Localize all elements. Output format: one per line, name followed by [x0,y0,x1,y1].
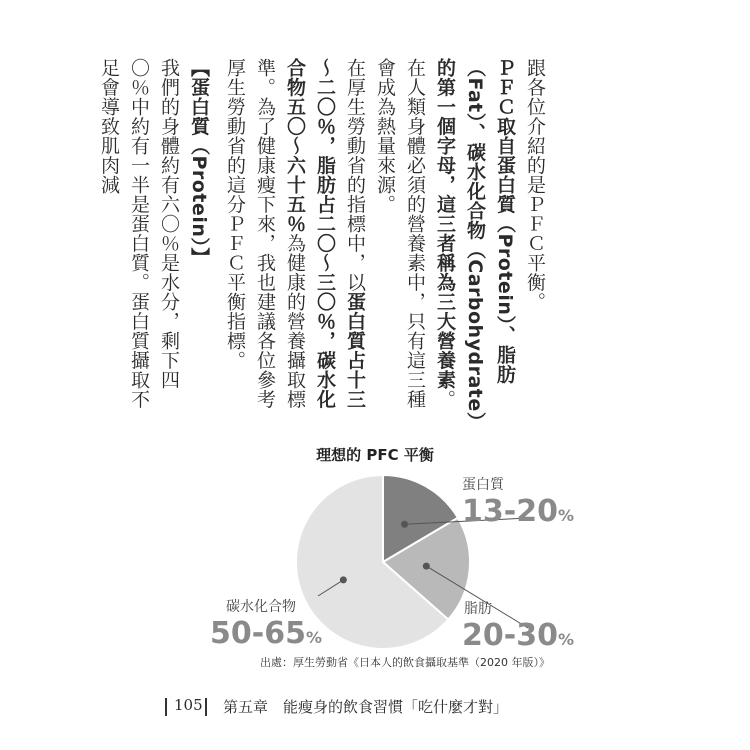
page-number: 105 [174,696,203,714]
carbohydrate-name: 碳水化合物 [226,599,296,615]
divider-right [205,698,207,716]
divider-left [165,698,167,716]
guideline-text-a: 在厚生勞動省的指標中，以 [344,58,366,292]
label-fat [462,598,574,653]
guideline-bold-text: 蛋白質占十三～二〇％，脂肪占二〇～三〇％，碳水化合物五〇～六十五％ [284,58,366,409]
carbohydrate-value: 50-65% [210,616,322,651]
fat-name: 脂肪 [464,601,492,617]
fat-value: 20-30% [462,618,574,653]
section-heading: 【蛋白質（Protein）】 [188,58,210,267]
label-protein [462,474,574,529]
pfc-bold-text: ＰＦＣ取自蛋白質（Protein）、脂肪（Fat）、碳水化合物（Carbohydrate）的第一個字母，這三者稱為三大營養素 [434,58,516,422]
pfc-text: 。在人類身體必須的營養素中，只有這三種會成為熱量來源。 [374,58,456,409]
chapter-title: 第五章 能瘦身的飲食習慣「吃什麼才對」 [223,698,509,716]
protein-value: 13-20% [462,494,574,529]
source-note: 出處：厚生勞動省《日本人的飲食攝取基準（2020 年版）》 [260,656,550,669]
chart-title: 理想的 PFC 平衡 [316,446,434,464]
label-carbohydrate [210,596,322,651]
protein-name: 蛋白質 [462,477,504,493]
intro-paragraph: 跟各位介紹的是ＰＦＣ平衡。 [524,58,546,312]
guideline-text-b: 為健康的營養攝取標準。為了健康瘦下來，我也建議各位參考厚生勞動省的這分ＰＦＣ平衡指標。 [224,58,306,409]
protein-paragraph: 我們的身體約有六〇％是水分，剩下四〇％中約有一半是蛋白質。蛋白質攝取不足會導致肌肉減 [98,58,180,409]
